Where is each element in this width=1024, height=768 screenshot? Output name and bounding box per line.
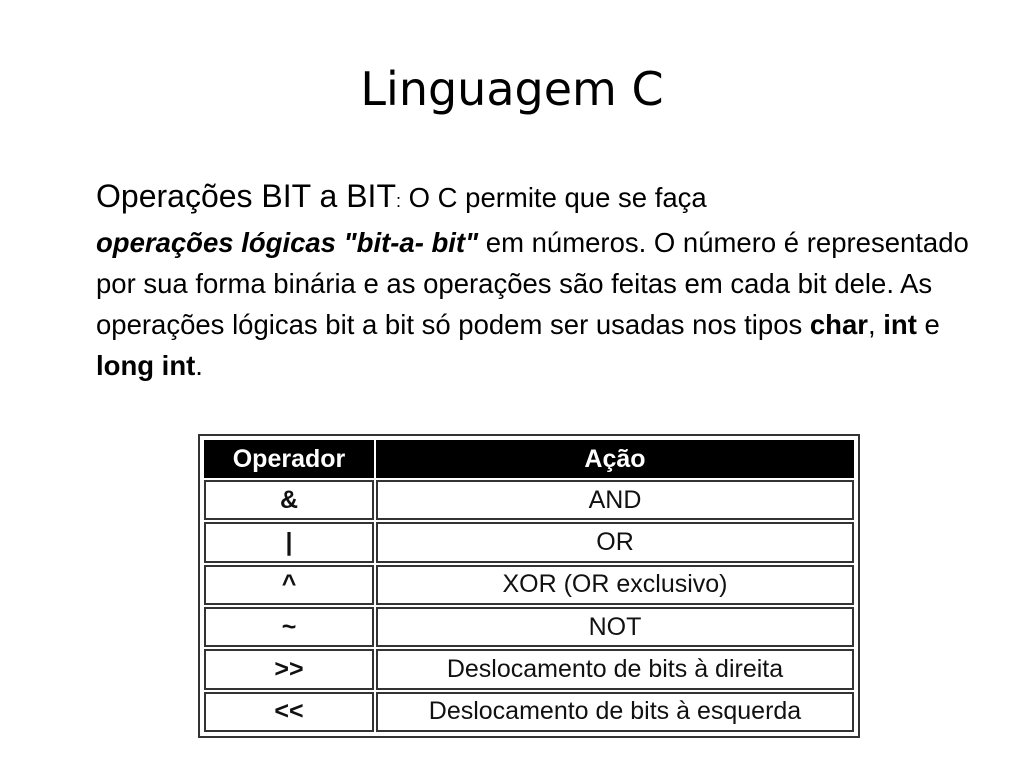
header-operator: Operador <box>204 440 374 478</box>
action-cell: AND <box>376 480 854 520</box>
action-cell: XOR (OR exclusivo) <box>376 565 854 605</box>
body-text-main: em números. O número é representado por sua forma binária e as operações são feitas em cada bit dele. As operações lógicas bit a bit só podem ser usadas nos tipos <box>96 227 969 340</box>
table-header-row <box>204 440 854 478</box>
body-paragraph <box>96 176 996 386</box>
operators-table <box>202 438 856 734</box>
table-row <box>204 522 854 562</box>
operator-cell: & <box>204 480 374 520</box>
slide-title: Linguagem C <box>360 62 664 116</box>
type-char: char <box>809 309 868 340</box>
action-cell: NOT <box>376 607 854 647</box>
sentence-end: . <box>195 350 203 381</box>
operator-cell: ^ <box>204 565 374 605</box>
action-cell: Deslocamento de bits à direita <box>376 649 854 689</box>
separator-comma: , <box>867 309 884 340</box>
section-heading: Operações BIT a BIT <box>96 178 396 214</box>
type-long-int: long int <box>96 350 196 381</box>
operator-cell: | <box>204 522 374 562</box>
operator-cell: >> <box>204 649 374 689</box>
type-int: int <box>883 309 917 340</box>
table-row <box>204 480 854 520</box>
operator-cell: ~ <box>204 607 374 647</box>
table-row <box>204 607 854 647</box>
header-action: Ação <box>376 440 854 478</box>
heading-colon: : <box>395 191 401 211</box>
action-cell: OR <box>376 522 854 562</box>
body-text-intro: O C permite que se faça <box>401 182 707 213</box>
operator-cell: << <box>204 692 374 732</box>
action-cell: Deslocamento de bits à esquerda <box>376 692 854 732</box>
separator-and: e <box>916 309 940 340</box>
table-row <box>204 692 854 732</box>
operators-table-frame <box>198 434 860 738</box>
table-row <box>204 649 854 689</box>
table-row <box>204 565 854 605</box>
emphasis-text: operações lógicas "bit-a- bit" <box>96 227 479 258</box>
